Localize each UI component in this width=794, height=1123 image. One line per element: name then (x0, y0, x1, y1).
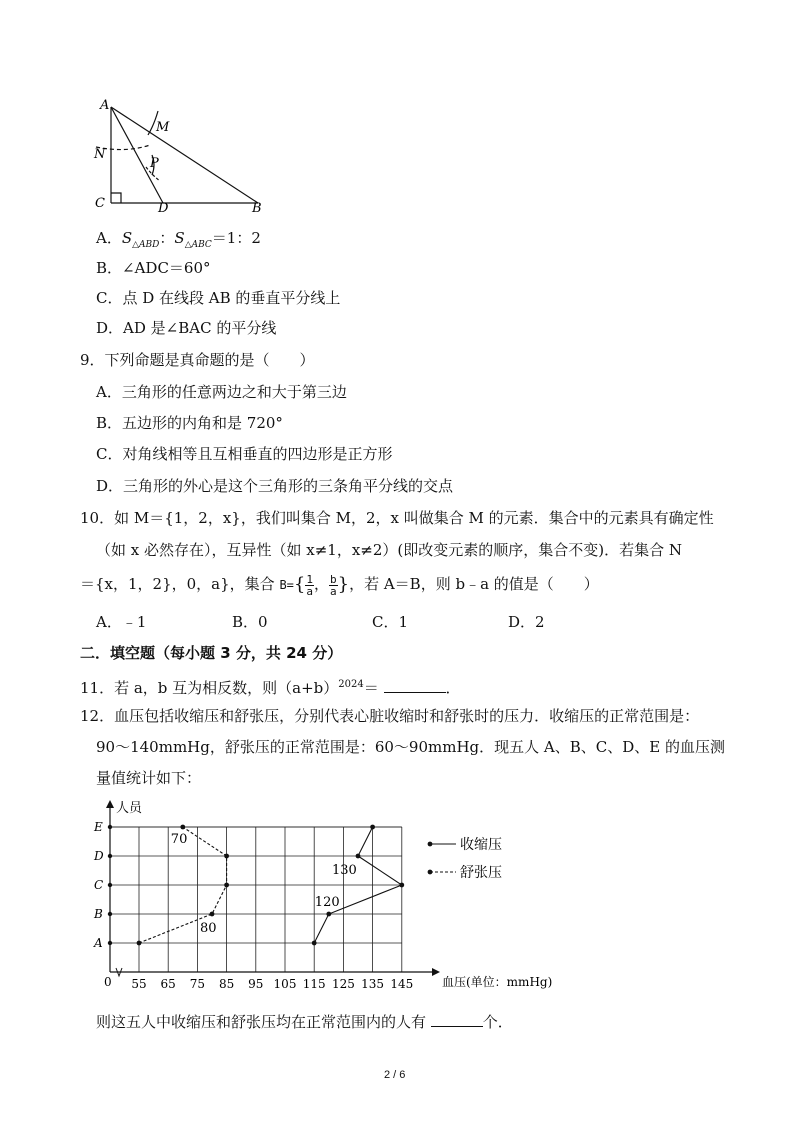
triangle-figure (86, 95, 276, 220)
data-label: 70 (170, 832, 188, 847)
q12-line-3: 量值统计如下： (96, 769, 202, 787)
q8-option-c: C．点 D 在线段 AB 的垂直平分线上 (96, 289, 341, 307)
q11: 11．若 a，b 互为相反数，则$(a+b)^{2024}=$ ． (80, 679, 461, 697)
legend-marker-收缩压 (428, 842, 433, 847)
q9-option-c: C．对角线相等且互相垂直的四边形是正方形 (96, 445, 393, 463)
legend-label: 舒张压 (460, 865, 502, 881)
q8-option-a: A．$S_{\triangle ABD}$：$S_{\triangle ABC}=1$：2 (96, 229, 261, 250)
q10-option-a: A．﹣1 (96, 613, 147, 631)
x-axis-arrow (432, 968, 440, 976)
x-axis-label: 血压(单位：mmHg) (442, 975, 553, 989)
origin-label: 0 (104, 975, 112, 989)
q12-answer-blank[interactable] (431, 1012, 483, 1027)
y-axis-arrow (106, 800, 114, 808)
y-tick-label: C (94, 878, 104, 892)
data-point-收缩压-B (326, 912, 331, 917)
page-number: 2 / 6 (384, 1069, 406, 1081)
data-point-收缩压-D (356, 854, 361, 859)
x-tick-label: 85 (218, 977, 235, 991)
point-D-label: D (158, 201, 169, 216)
q12-question: 则这五人中收缩压和舒张压均在正常范围内的人有 个． (96, 1013, 513, 1031)
data-point-收缩压-A (312, 941, 317, 946)
x-tick-label: 135 (361, 977, 385, 991)
fraction-b-over-a: $\frac{b}{a}$ (330, 572, 337, 598)
point-P-label: P (150, 156, 159, 171)
q12-line-2: 90～140mmHg，舒张压的正常范围是：60～90mmHg．现五人 A、B、C、D、E 的血压测 (96, 738, 725, 756)
q10-line-3: ＝{x，1，2}，0，a}，集合 B={ $\frac{1}{a}$ ， $\frac{b}{a}$ }，若 A＝B，则 b﹣a 的值是（ ） (80, 572, 599, 598)
x-tick-label: 115 (302, 977, 326, 991)
data-label: 80 (200, 921, 217, 936)
q9-stem: 9．下列命题是真命题的是（ ） (80, 351, 315, 369)
legend-label: 收缩压 (460, 837, 502, 853)
data-label: 130 (332, 863, 357, 878)
q10-line-2: （如 x 必然存在），互异性（如 x≠1，x≠2）(即改变元素的顺序，集合不变)．若集合 N (96, 541, 683, 559)
data-label: 120 (314, 895, 340, 910)
y-tick-label: B (94, 907, 103, 921)
y-tick-label: E (94, 820, 103, 834)
data-point-舒张压-C (224, 883, 229, 888)
blood-pressure-chart (86, 796, 556, 1000)
data-point-收缩压-C (399, 883, 404, 888)
q9-option-a: A．三角形的任意两边之和大于第三边 (96, 383, 347, 401)
q8-option-b: B．∠ADC＝60° (96, 259, 211, 277)
x-tick-label: 75 (189, 977, 206, 991)
x-tick-label: 105 (273, 977, 297, 991)
q9-option-b: B．五边形的内角和是 720° (96, 414, 283, 432)
q12-line-1: 12．血压包括收缩压和舒张压，分别代表心脏收缩时和舒张时的压力．收缩压的正常范围是： (80, 707, 700, 725)
data-point-收缩压-E (370, 825, 375, 830)
q10-line-1: 10．如 M＝{1，2，x}，我们叫集合 M，2，x 叫做集合 M 的元素．集合中的元素具有确定性 (80, 509, 714, 527)
x-tick-label: 145 (390, 977, 414, 991)
point-A-label: A (100, 98, 110, 113)
y-tick-label: D (94, 849, 104, 863)
point-M-label: M (156, 120, 170, 135)
data-point-舒张压-A (137, 941, 142, 946)
q10-option-c: C．1 (372, 613, 409, 631)
legend-marker-舒张压 (428, 870, 433, 875)
x-tick-label: 95 (248, 977, 264, 991)
fraction-1-over-a: $\frac{1}{a}$ (306, 572, 313, 598)
point-N-label: N (94, 147, 106, 162)
q8-option-d: D．AD 是∠BAC 的平分线 (96, 319, 277, 337)
data-point-舒张压-E (180, 825, 185, 830)
y-axis-label: 人员 (116, 801, 143, 816)
x-tick-label: 125 (331, 977, 355, 991)
q9-option-d: D．三角形的外心是这个三角形的三条角平分线的交点 (96, 477, 454, 495)
data-point-舒张压-B (210, 912, 215, 917)
q10-option-d: D．2 (508, 613, 545, 631)
point-B-label: B (252, 201, 262, 216)
data-point-舒张压-D (224, 854, 229, 859)
x-tick-label: 65 (160, 977, 176, 991)
x-tick-label: 55 (131, 977, 147, 991)
q10-option-b: B．0 (232, 613, 268, 631)
section-2-title: 二．填空题（每小题 3 分，共 24 分） (80, 644, 343, 662)
q11-answer-blank[interactable] (384, 678, 446, 693)
y-tick-label: A (94, 936, 103, 950)
point-C-label: C (95, 196, 105, 211)
